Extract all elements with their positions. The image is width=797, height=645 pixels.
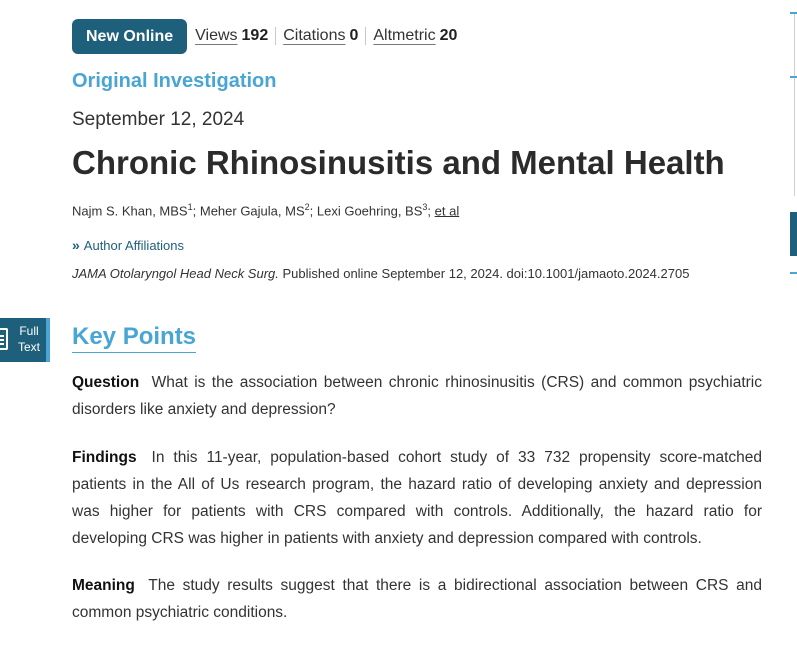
rail-active-marker[interactable] — [790, 212, 797, 256]
metrics-row — [72, 18, 457, 54]
views-metric[interactable] — [195, 27, 268, 45]
question-text: What is the association between chronic rhinosinusitis (CRS) and common psychiatric disorders like anxiety and depression? — [72, 374, 762, 418]
author-name[interactable]: Lexi Goehring, BS — [316, 203, 423, 219]
double-chevron-right-icon: » — [72, 237, 80, 253]
key-points-heading: Key Points — [72, 323, 196, 353]
altmetric-metric[interactable] — [373, 27, 457, 45]
full-text-line1: Full — [19, 324, 39, 338]
findings-label: Findings — [72, 449, 137, 466]
altmetric-score: 20 — [439, 27, 458, 44]
citation-line — [72, 266, 689, 281]
meaning-text: The study results suggest that there is a bidirectional association between CRS and common psychiatric conditions. — [72, 577, 762, 621]
affiliation-marker: 2 — [304, 202, 310, 212]
metric-divider — [275, 27, 276, 45]
new-online-badge: New Online — [72, 19, 187, 54]
document-icon — [0, 328, 8, 350]
rail-line — [794, 78, 795, 196]
publication-date: September 12, 2024 — [72, 109, 245, 130]
key-points-meaning — [72, 572, 762, 626]
journal-name: JAMA Otolaryngol Head Neck Surg. — [72, 266, 279, 281]
article-title: Chronic Rhinosinusitis and Mental Health — [72, 144, 725, 181]
affiliation-marker: 3 — [422, 202, 428, 212]
citations-metric[interactable] — [283, 27, 358, 45]
citations-count: 0 — [349, 27, 359, 44]
et-al-link[interactable]: et al — [434, 203, 460, 219]
full-text-tab[interactable] — [0, 318, 50, 362]
author-list: Najm S. Khan, MBS$^1$; Meher Gajula, $MS^2$; Lexi Goehring, $BS^3$; et al — [72, 202, 460, 219]
article-type: Original Investigation — [72, 70, 277, 92]
views-count: 192 — [241, 27, 269, 44]
author-name[interactable]: Meher Gajula, MS — [199, 203, 305, 219]
rail-tick — [790, 272, 797, 274]
key-points-question — [72, 369, 762, 423]
views-label[interactable]: Views — [195, 27, 238, 44]
findings-text: In this 11-year, population-based cohort study of 33 732 propensity score-matched patients in the All of Us research program, the hazard ratio of developing anxiety and depression was higher for patients with CRS compared with controls. Additionally, the hazard ratio for developing CRS was higher in patients with anxiety and depression compared with controls. — [72, 449, 763, 547]
metric-divider — [365, 27, 366, 45]
citation-details: Published online September 12, 2024. doi:10.1001/jamaoto.2024.2705 — [278, 266, 690, 281]
key-points-findings — [72, 444, 762, 552]
rail-line — [794, 14, 795, 76]
author-name[interactable]: Najm S. Khan, MBS — [72, 203, 188, 219]
full-text-line2: Text — [17, 340, 40, 354]
altmetric-label[interactable]: Altmetric — [373, 27, 436, 44]
full-text-label — [15, 323, 43, 355]
right-rail — [790, 0, 797, 645]
author-affiliations-label: Author Affiliations — [83, 237, 185, 253]
question-label: Question — [72, 374, 140, 391]
affiliation-marker: 1 — [187, 202, 193, 212]
citations-label[interactable]: Citations — [283, 27, 346, 44]
meaning-label: Meaning — [72, 577, 135, 594]
author-affiliations-toggle[interactable] — [72, 237, 184, 253]
